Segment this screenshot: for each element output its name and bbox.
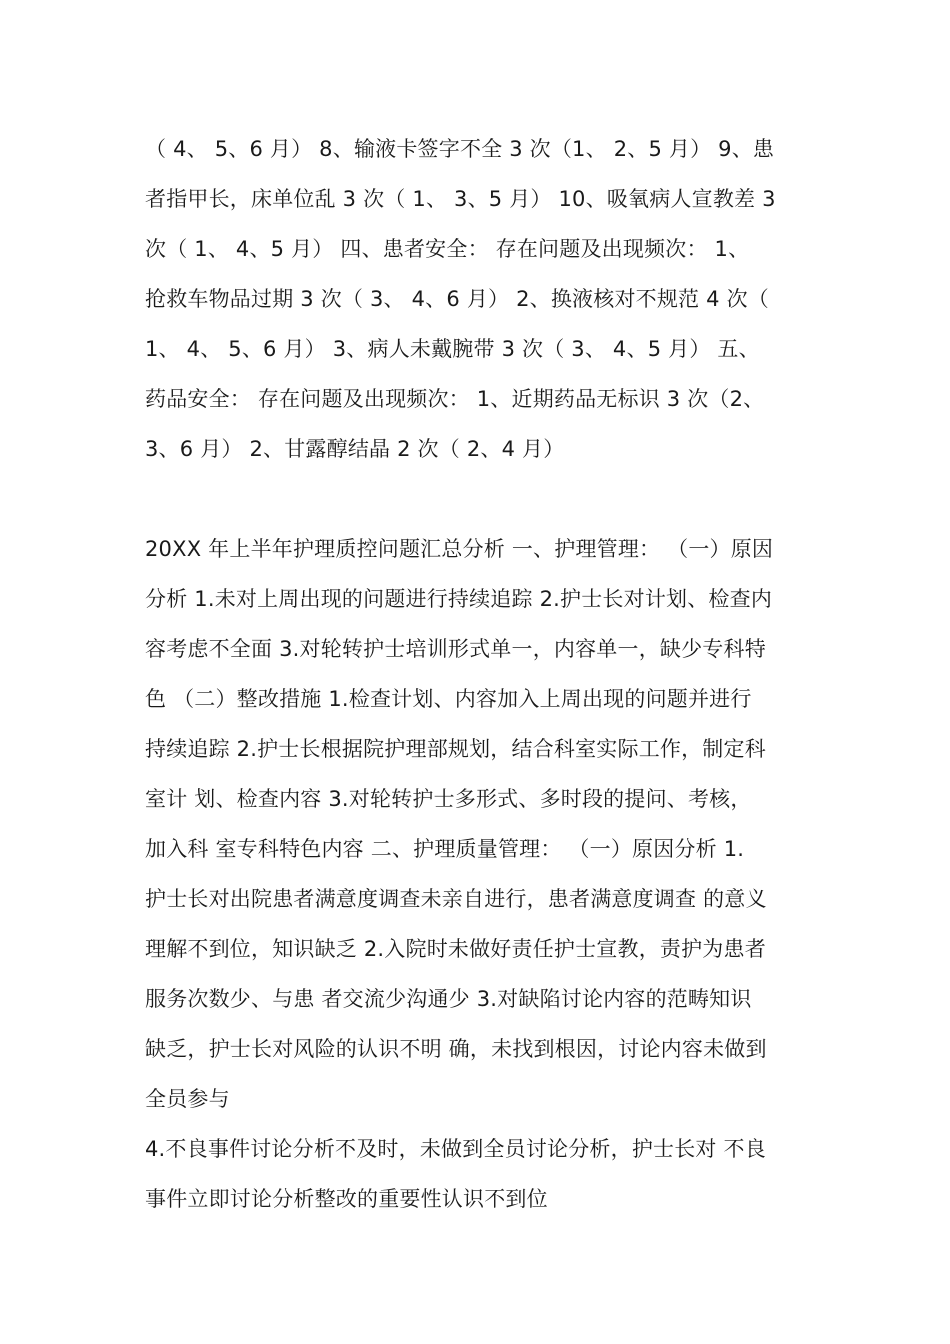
text-line: 3、6 月） 2、甘露醇结晶 2 次（ 2、4 月） (145, 437, 565, 461)
text-line: 容考虑不全面 3.对轮转护士培训形式单一，内容单一，缺少专科特 (145, 637, 766, 661)
text-line: 护士长对出院患者满意度调查未亲自进行，患者满意度调查 的意义 (145, 887, 767, 911)
text-line: 服务次数少、与患 者交流少沟通少 3.对缺陷讨论内容的范畴知识 (145, 987, 752, 1011)
text-line: 缺乏，护士长对风险的认识不明 确，未找到根因，讨论内容未做到 (145, 1037, 767, 1061)
paragraph-summary-analysis (145, 524, 810, 1224)
paragraph-quality-issues (145, 124, 810, 474)
text-line: 次（ 1、 4、5 月） 四、患者安全： 存在问题及出现频次： 1、 (145, 237, 750, 261)
text-line: 分析 1.未对上周出现的问题进行持续追踪 2.护士长对计划、检查内 (145, 587, 773, 611)
text-line: 室计 划、检查内容 3.对轮转护士多形式、多时段的提问、考核， (145, 787, 752, 811)
text-line: 抢救车物品过期 3 次（ 3、 4、6 月） 2、换液核对不规范 4 次（ (145, 287, 769, 311)
text-line: 1、 4、 5、6 月） 3、病人未戴腕带 3 次（ 3、 4、5 月） 五、 (145, 337, 760, 361)
text-line: 加入科 室专科特色内容 二、护理质量管理： （一）原因分析 1. (145, 837, 745, 861)
text-line: 者指甲长，床单位乱 3 次（ 1、 3、5 月） 10、吸氧病人宣教差 3 (145, 187, 776, 211)
text-line: 4.不良事件讨论分析不及时，未做到全员讨论分析，护士长对 不良 (145, 1137, 766, 1161)
text-line: 持续追踪 2.护士长根据院护理部规划，结合科室实际工作，制定科 (145, 737, 766, 761)
text-line: 色 （二）整改措施 1.检查计划、内容加入上周出现的问题并进行 (145, 687, 752, 711)
text-line: 事件立即讨论分析整改的重要性认识不到位 (145, 1187, 548, 1211)
text-line: （ 4、 5、6 月） 8、输液卡签字不全 3 次（1、 2、5 月） 9、患 (145, 137, 775, 161)
text-line: 理解不到位，知识缺乏 2.入院时未做好责任护士宣教，责护为患者 (145, 937, 766, 961)
text-line: 20XX 年上半年护理质控问题汇总分析 一、护理管理： （一）原因 (145, 537, 774, 561)
text-line: 药品安全： 存在问题及出现频次： 1、近期药品无标识 3 次（2、 (145, 387, 765, 411)
text-line: 全员参与 (145, 1087, 230, 1111)
